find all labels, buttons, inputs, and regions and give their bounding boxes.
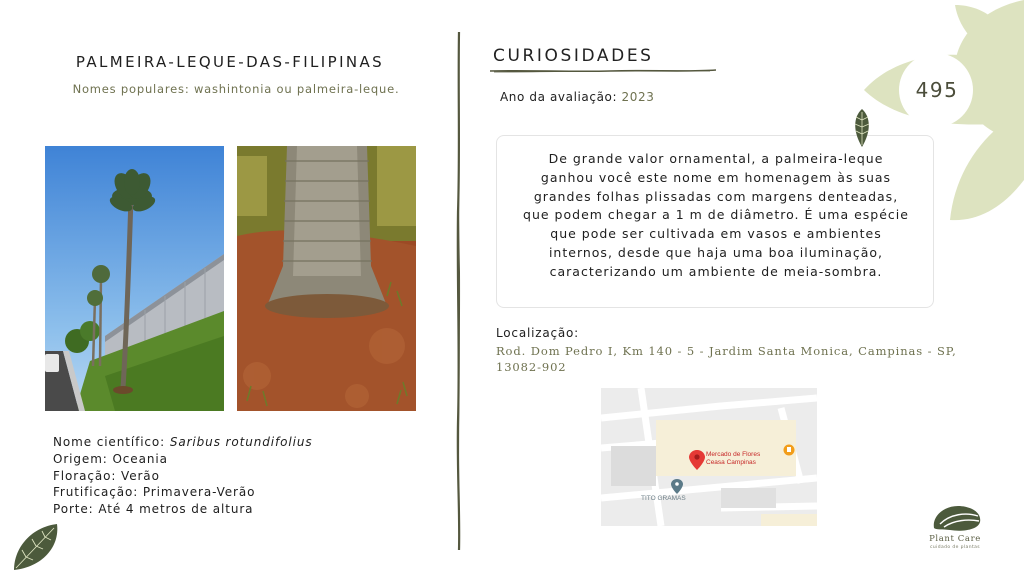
brand-name: Plant Care xyxy=(929,534,981,544)
evaluation-year-value: 2023 xyxy=(621,90,655,104)
palm-tree-photo xyxy=(45,146,224,411)
map-pin-sublabel: Ceasa Campinas xyxy=(706,459,756,466)
scientific-name: Nome científico: Saribus rotundifolius xyxy=(53,435,313,449)
location-map[interactable] xyxy=(601,388,817,526)
column-divider xyxy=(452,32,466,550)
popular-names: Nomes populares: washintonia ou palmeira-leque. xyxy=(72,82,400,96)
plant-size: Porte: Até 4 metros de altura xyxy=(53,502,254,517)
brand-tagline: cuidado de plantas xyxy=(929,545,981,550)
plant-name-title: PALMEIRA-LEQUE-DAS-FILIPINAS xyxy=(75,53,385,71)
heading-underline xyxy=(490,67,716,75)
fruiting: Frutificação: Primavera-Verão xyxy=(53,485,256,500)
curiosity-description: De grande valor ornamental, a palmeira-leque ganhou você este nome em homenagem às suas grandes folhas plissadas com margens denteadas, que podem chegar a 1 m de diâmetro. É uma espécie que pode ser cultivada em vasos e ambientes internos, desde que haja uma boa iluminação, caracterizando um ambiente de meia-sombra. xyxy=(523,151,909,279)
palm-trunk-photo xyxy=(237,146,416,411)
leaf-icon xyxy=(850,108,874,148)
location-label: Localização: xyxy=(496,326,580,340)
flowering: Floração: Verão xyxy=(53,468,160,483)
map-secondary-label: TITO GRAMAS xyxy=(641,495,686,502)
location-address: Rod. Dom Pedro I, Km 140 - 5 - Jardim Santa Monica, Campinas - SP, 13082-902 xyxy=(496,344,957,374)
corner-leaf-icon xyxy=(12,522,62,572)
origin: Origem: Oceania xyxy=(53,451,168,466)
poi-marker-icon[interactable] xyxy=(784,445,795,456)
plant-facts xyxy=(53,434,313,518)
scientific-name-value: Saribus rotundifolius xyxy=(169,435,313,449)
evaluation-year: Ano da avaliação: 2023 xyxy=(500,90,655,104)
decorative-leaves xyxy=(860,0,1024,230)
curiosities-heading: CURIOSIDADES xyxy=(493,46,654,66)
page-number: 495 xyxy=(915,78,959,102)
map-pin-label: Mercado de Flores xyxy=(706,451,761,458)
